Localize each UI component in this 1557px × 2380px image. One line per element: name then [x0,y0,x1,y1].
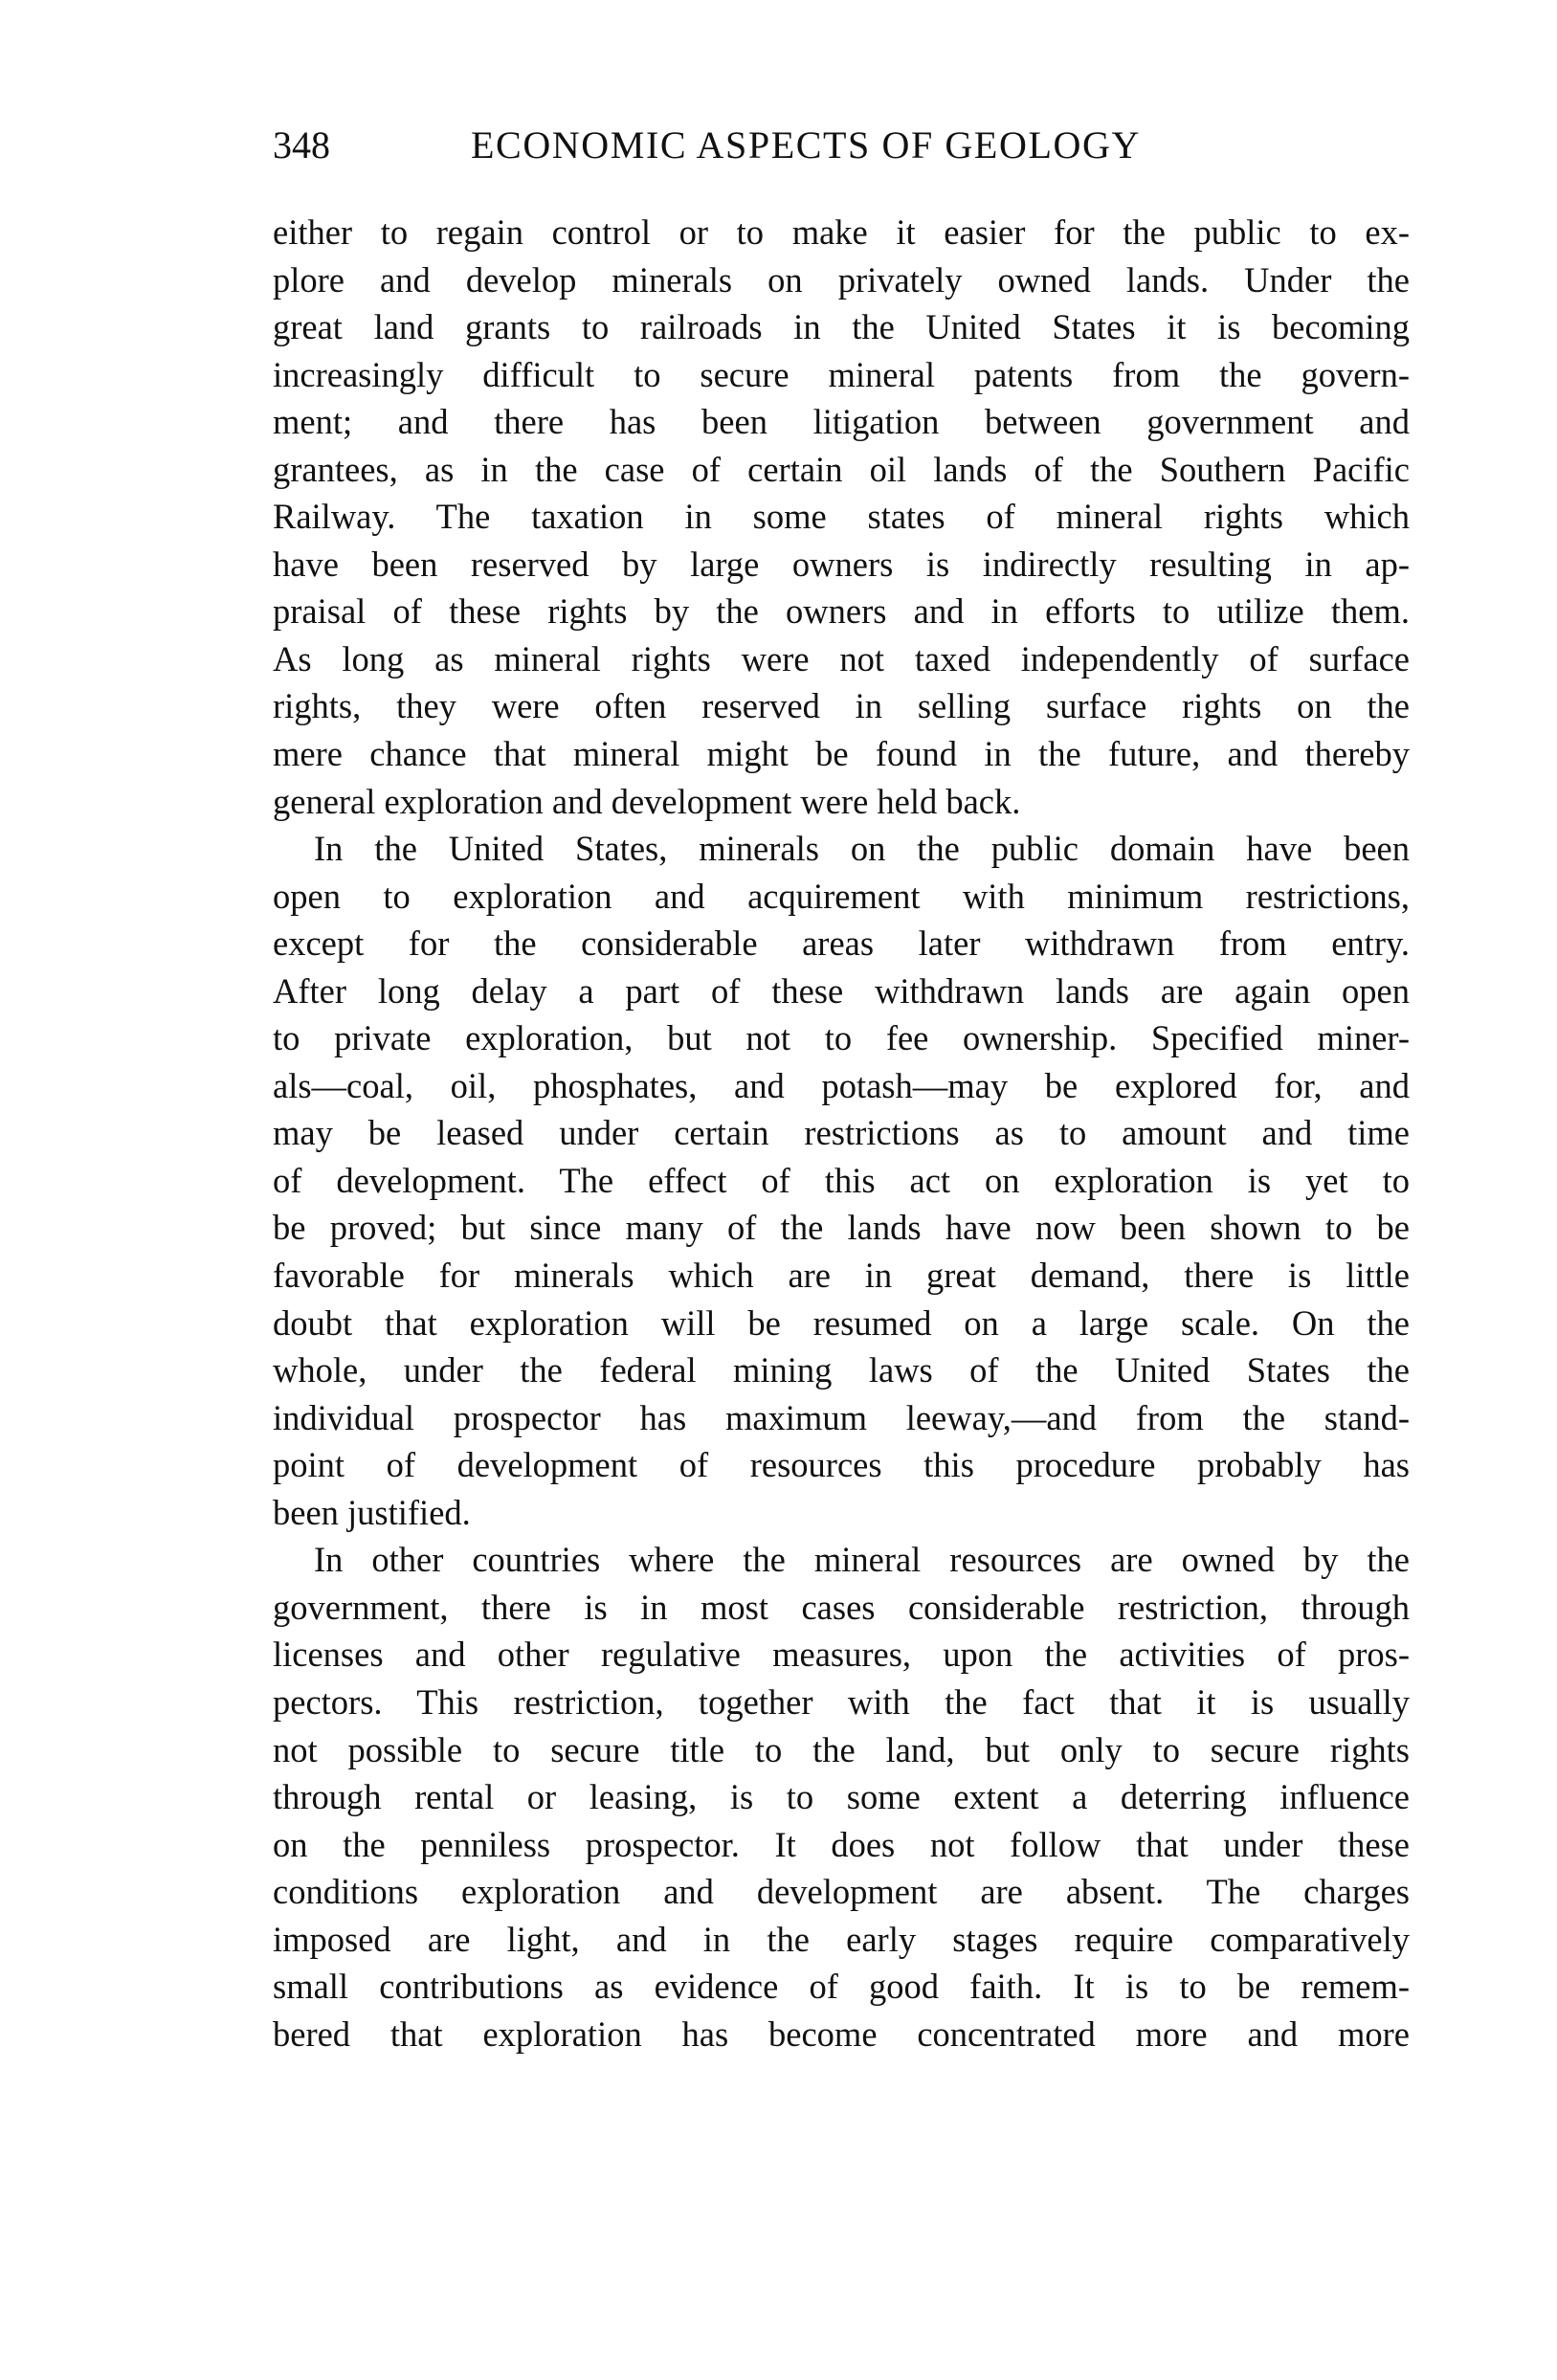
paragraph-1-line: grantees, as in the case of certain oil lands of the Southern Pacific [273,449,1410,489]
paragraph-1-line: general exploration and development were held back. [273,781,1021,821]
paragraph-1-line: As long as mineral rights were not taxed independently of surface [273,638,1410,678]
paragraph-2-line: doubt that exploration will be resumed on a large scale. On the [273,1302,1410,1343]
paragraph-3-line: small contributions as evidence of good faith. It is to be remem- [273,1967,1410,2007]
paragraph-3-line: not possible to secure title to the land, but only to secure rights [273,1729,1410,1769]
paragraph-2-line: open to exploration and acquirement with minimum restrictions, [273,876,1410,916]
paragraph-2-line: been justified. [273,1492,471,1532]
page-number: 348 [273,123,330,167]
paragraph-1-line: ment; and there has been litigation between government and [273,402,1410,442]
paragraph-2-line: may be leased under certain restrictions as to amount and time [273,1113,1410,1153]
paragraph-2-line: be proved; but since many of the lands have now been shown to be [273,1208,1410,1248]
paragraph-1-line: rights, they were often reserved in selling surface rights on the [273,686,1410,726]
paragraph-1-line: have been reserved by large owners is indirectly resulting in ap- [273,544,1410,584]
running-head [273,122,1230,168]
body-text [273,209,1410,2057]
paragraph-1-line: great land grants to railroads in the United States it is becoming [273,307,1410,347]
paragraph-2-line: of development. The effect of this act on exploration is yet to [273,1160,1410,1200]
paragraph-1-line: mere chance that mineral might be found in the future, and thereby [273,734,1410,774]
paragraph-1-line: either to regain control or to make it easier for the public to ex- [273,212,1410,252]
paragraph-2-line: In the United States, minerals on the public domain have been [314,829,1410,869]
paragraph-3-line: licenses and other regulative measures, upon the activities of pros- [273,1635,1410,1675]
paragraph-1-line: praisal of these rights by the owners and in efforts to utilize them. [273,591,1410,632]
paragraph-2-line: individual prospector has maximum leeway,—and from the stand- [273,1397,1410,1437]
paragraph-1-line: Railway. The taxation in some states of mineral rights which [273,497,1410,537]
paragraph-1-line: increasingly difficult to secure mineral patents from the govern- [273,354,1410,394]
paragraph-2-line: whole, under the federal mining laws of the United States the [273,1350,1410,1390]
paragraph-2-line: point of development of resources this procedure probably has [273,1445,1410,1485]
running-title: ECONOMIC ASPECTS OF GEOLOGY [471,123,1141,167]
paragraph-3-line: on the penniless prospector. It does not follow that under these [273,1824,1410,1864]
paragraph-3-line: conditions exploration and development are absent. The charges [273,1872,1410,1912]
paragraph-2-line: favorable for minerals which are in great demand, there is little [273,1256,1410,1296]
paragraph-1-line: plore and develop minerals on privately owned lands. Under the [273,259,1410,300]
paragraph-2-line: to private exploration, but not to fee ownership. Specified miner- [273,1018,1410,1058]
paragraph-2-line: After long delay a part of these withdrawn lands are again open [273,970,1410,1011]
paragraph-3-line: government, there is in most cases considerable restriction, through [273,1587,1410,1627]
paragraph-3-line: through rental or leasing, is to some extent a deterring influence [273,1777,1410,1817]
paragraph-3-line: bered that exploration has become concentrated more and more [273,2013,1410,2054]
paragraph-2-line: except for the considerable areas later withdrawn from entry. [273,923,1410,964]
paragraph-2-line: als—coal, oil, phosphates, and potash—may be explored for, and [273,1065,1410,1105]
paragraph-3-line: pectors. This restriction, together with the fact that it is usually [273,1681,1410,1722]
paragraph-3-line: In other countries where the mineral resources are owned by the [314,1540,1410,1580]
paragraph-3-line: imposed are light, and in the early stages require comparatively [273,1919,1410,1959]
